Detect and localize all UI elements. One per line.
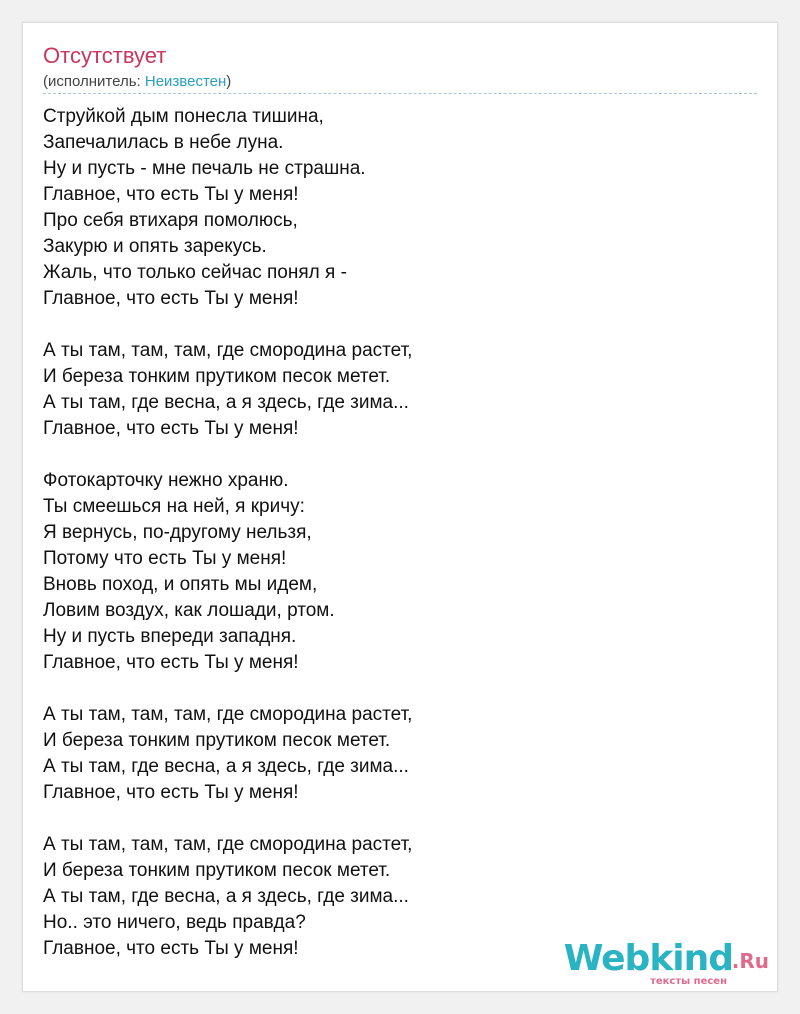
lyric-line: Ловим воздух, как лошади, ртом. xyxy=(43,600,335,621)
lyric-line: Запечалилась в небе луна. xyxy=(43,132,284,153)
lyrics-card xyxy=(22,22,778,992)
lyric-line: Я вернусь, по-другому нельзя, xyxy=(43,522,312,543)
lyric-line: Главное, что есть Ты у меня! xyxy=(43,184,299,205)
logo-tagline: тексты песен xyxy=(650,976,727,987)
lyric-line: А ты там, где весна, а я здесь, где зима... xyxy=(43,886,409,907)
lyrics-stanza xyxy=(43,468,743,676)
artist-link[interactable]: Неизвестен xyxy=(144,73,227,90)
lyric-line: И береза тонким прутиком песок метет. xyxy=(43,860,391,881)
lyric-line: И береза тонким прутиком песок метет. xyxy=(43,366,391,387)
lyric-line: Но.. это ничего, ведь правда? xyxy=(43,912,306,933)
artist-line xyxy=(43,73,231,91)
lyric-line: Закурю и опять зарекусь. xyxy=(43,236,267,257)
lyrics-stanza xyxy=(43,702,743,806)
logo-word: Webkind xyxy=(563,938,733,979)
artist-prefix: (исполнитель: xyxy=(43,73,145,90)
lyric-line: Главное, что есть Ты у меня! xyxy=(43,418,299,439)
lyrics-body xyxy=(43,104,743,988)
song-title: Отсутствует xyxy=(43,43,167,68)
lyric-line: Струйкой дым понесла тишина, xyxy=(43,106,324,127)
lyrics-stanza xyxy=(43,104,743,312)
lyric-line: Главное, что есть Ты у меня! xyxy=(43,288,299,309)
lyric-line: Про себя втихаря помолюсь, xyxy=(43,210,298,231)
lyric-line: Главное, что есть Ты у меня! xyxy=(43,938,299,959)
site-logo[interactable] xyxy=(563,938,769,989)
lyric-line: А ты там, там, там, где смородина растет, xyxy=(43,340,413,361)
lyric-line: А ты там, там, там, где смородина растет, xyxy=(43,834,413,855)
lyric-line: И береза тонким прутиком песок метет. xyxy=(43,730,391,751)
lyric-line: Главное, что есть Ты у меня! xyxy=(43,652,299,673)
lyric-line: Ты смеешься на ней, я кричу: xyxy=(43,496,305,517)
lyric-line: Главное, что есть Ты у меня! xyxy=(43,782,299,803)
lyric-line: Вновь поход, и опять мы идем, xyxy=(43,574,318,595)
lyric-line: Фотокарточку нежно храню. xyxy=(43,470,289,491)
lyric-line: А ты там, где весна, а я здесь, где зима... xyxy=(43,756,409,777)
lyrics-stanza xyxy=(43,338,743,442)
lyric-line: Потому что есть Ты у меня! xyxy=(43,548,287,569)
lyric-line: Ну и пусть впереди западня. xyxy=(43,626,297,647)
title-divider xyxy=(43,93,757,94)
lyric-line: Ну и пусть - мне печаль не страшна. xyxy=(43,158,366,179)
logo-tld: .Ru xyxy=(731,949,769,973)
artist-suffix: ) xyxy=(226,73,232,90)
lyric-line: А ты там, там, там, где смородина растет, xyxy=(43,704,413,725)
lyric-line: Жаль, что только сейчас понял я - xyxy=(43,262,347,283)
lyric-line: А ты там, где весна, а я здесь, где зима... xyxy=(43,392,409,413)
